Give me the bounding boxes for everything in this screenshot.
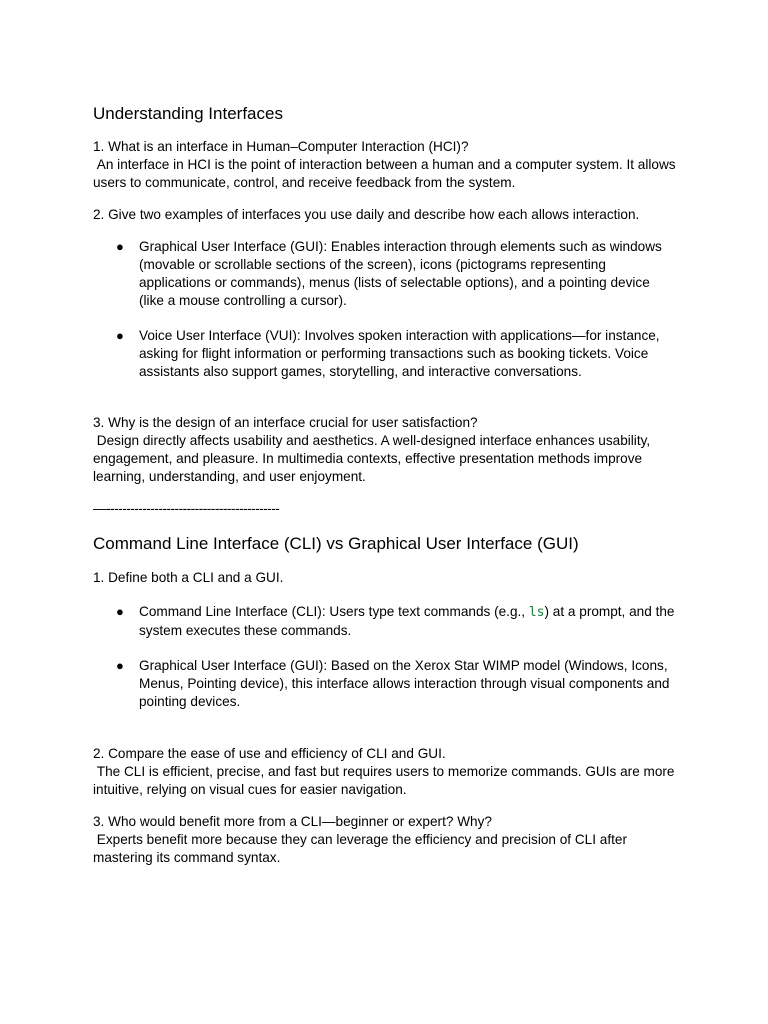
question-3: 3. Why is the design of an interface crucial for user satisfaction?: [93, 415, 478, 430]
section-heading-understanding-interfaces: Understanding Interfaces: [93, 104, 283, 123]
question-2: 2. Give two examples of interfaces you use daily and describe how each allows interaction.: [93, 207, 640, 222]
list-item-text-after: ) at a prompt, and the system executes these commands.: [139, 604, 675, 638]
document-body: [93, 103, 678, 867]
bullet-icon: ●: [116, 604, 124, 619]
question-1: 1. Define both a CLI and a GUI.: [93, 570, 284, 585]
list-item-gui: [93, 238, 678, 310]
answer-1: An interface in HCI is the point of interaction between a human and a computer system. It allows users to communicate, control, and receive feedback from the system.: [93, 157, 680, 190]
answer-3: Design directly affects usability and aesthetics. A well-designed interface enhances usability, engagement, and pleasure. In multimedia contexts, effective presentation methods improve learning, understanding, and user enjoyment.: [93, 433, 654, 484]
section-divider: —-------------------------------------------: [93, 501, 280, 516]
section-heading-cli-vs-gui: Command Line Interface (CLI) vs Graphical User Interface (GUI): [93, 534, 579, 553]
bullet-icon: ●: [116, 658, 124, 673]
cli-gui-definitions-list: [93, 603, 678, 711]
list-item-text-before: Command Line Interface (CLI): Users type text commands (e.g.,: [139, 604, 529, 619]
inline-code: ls: [528, 605, 545, 620]
list-item-cli: [93, 603, 678, 640]
bullet-icon: ●: [116, 328, 124, 343]
question-1: 1. What is an interface in Human–Computer Interaction (HCI)?: [93, 139, 469, 154]
list-item-text: Graphical User Interface (GUI): Enables interaction through elements such as windows (movable or scrollable sections of the screen), icons (pictograms representing applications or commands), menus (lists of selectable options), and a pointing device (like a mouse controlling a cursor).: [139, 239, 662, 308]
answer-2: The CLI is efficient, precise, and fast but requires users to memorize commands. GUIs are more intuitive, relying on visual cues for easier navigation.: [93, 764, 679, 797]
question-2: 2. Compare the ease of use and efficiency of CLI and GUI.: [93, 746, 446, 761]
question-3: 3. Who would benefit more from a CLI—beginner or expert? Why?: [93, 814, 492, 829]
list-item-vui: [93, 327, 678, 381]
answer-3: Experts benefit more because they can leverage the efficiency and precision of CLI after mastering its command syntax.: [93, 832, 631, 865]
list-item-text: Graphical User Interface (GUI): Based on the Xerox Star WIMP model (Windows, Icons, Menus, Pointing device), this interface allows interaction through visual components and pointing devices.: [139, 658, 670, 709]
list-item-text: Voice User Interface (VUI): Involves spoken interaction with applications—for instance, asking for flight information or performing transactions such as booking tickets. Voice assistants also support games, storytelling, and interactive conversations.: [139, 328, 660, 379]
interface-examples-list: [93, 238, 678, 381]
list-item-gui: [93, 657, 678, 711]
bullet-icon: ●: [116, 239, 124, 254]
